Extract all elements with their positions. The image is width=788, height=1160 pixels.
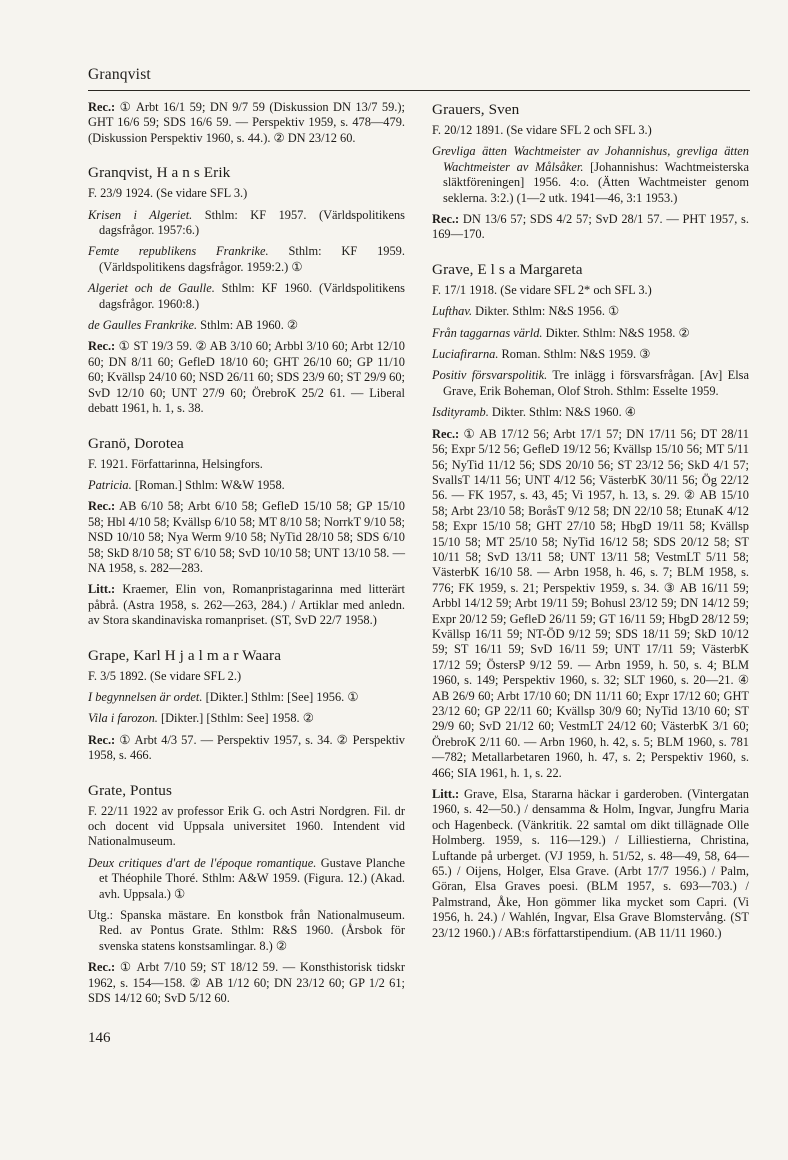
info-paragraph — [432, 283, 749, 298]
para-label: Litt.: — [88, 582, 116, 597]
para-text: Sthlm: AB 1960. ② — [197, 318, 299, 333]
para-text: [Roman.] Sthlm: W&W 1958. — [131, 477, 285, 492]
para-text: ① Arbt 16/1 59; DN 9/7 59 (Diskussion DN 13/7 59.); GHT 16/6 59; SDS 16/6 59. — Perspektiv 1959, s. 478—479. (Diskussion Perspektiv 1960, s. 44.). ② DN 23/12 60. — [88, 100, 405, 145]
work-title: Vila i farozon. — [88, 711, 158, 726]
running-head: Granqvist — [88, 66, 151, 83]
work-paragraph — [88, 281, 405, 312]
para-text: ① ST 19/3 59. ② AB 3/10 60; Arbbl 3/10 60; Arbt 12/10 60; DN 8/11 60; GefleD 18/10 60; GHT 26/10 60; GP 11/10 60; Kvällsp 24/10 60; NSD 26/11 60; SDS 23/9 60; ST 29/9 60; SvD 12/10 60; UNT 27/9 60; ÖrebroK 25/2 61. — Liberal debatt 1961, h. 1, s. 38. — [88, 339, 405, 416]
work-title: Positiv försvarspolitik. — [432, 368, 548, 383]
work-paragraph — [88, 318, 405, 333]
para-label: Rec.: — [432, 426, 460, 441]
para-text: Sthlm: KF 1957. (Världspolitikens dagsfrågor. 1957:6.) — [99, 207, 405, 238]
work-paragraph — [432, 304, 749, 319]
para-text: Kraemer, Elin von, Romanpristagarinna med litterärt påbrå. (Astra 1958, s. 262—263, 284.) / Artiklar med anledn. av Stora skandinaviska romanpriset. (ST, SvD 22/7 1958.) — [88, 582, 405, 628]
para-text: ① AB 17/12 56; Arbt 17/1 57; DN 17/11 56; DT 28/11 56; Expr 5/12 56; GefleD 19/12 56; Kvällsp 15/10 56; MT 5/11 56; NyTid 11/12 56; SDS 20/10 56; ST 23/12 56; SkD 4/1 57; SvallsT 14/11 56; UNT 4/12 56; VästerbK 30/11 56; Ög 22/12 56. — FK 1957, s. 43, 45; Vi 1957, h. 13, s. 29. ② AB 15/10 58; Arbt 23/10 58; BoråsT 9/12 58; DN 22/10 58; EtunaK 4/12 58; Expr 15/10 58; GHT 27/10 58; HbgD 19/11 58; Kvällsp 15/10 58; MT 25/10 58; NyTid 16/12 58; SDS 20/12 58; ST 10/11 58; SvD 13/11 58; UNT 13/11 58; VestmLT 5/11 58; VästerbK 16/10 58. — Arbn 1958, h. 46, s. 7; BLM 1958, s. 776; FK 1959, s. 21; Perspektiv 1959, s. 34. ③ AB 16/11 59; Arbbl 14/12 59; Arbt 19/11 59; Bohusl 23/12 59; DN 14/12 59; Expr 20/12 59; GefleD 26/11 59; GT 16/11 59; HbgD 28/12 59; Kvällsp 16/11 59; NT-ÖD 9/12 59; SDS 18/11 59; SkD 10/12 59; ST 16/11 59; SvD 16/11 59; UNT 17/11 59; VästerbK 17/12 59; ÖstersP 9/12 59. — Arbn 1959, h. 50, s. 4; BLM 1960, s. 149; Perspektiv 1960, s. 32; SLT 1960, s. 20—21. ④ AB 26/9 60; Arbt 17/10 60; DN 11/11 60; Expr 17/12 60; GHT 23/12 60; GP 22/11 60; Kvällsp 30/9 60; NyTid 13/10 60; ST 29/9 60; SvD 21/12 60; VestmLT 24/12 60; VästerbK 3/1 60; ÖrebroK 2/11 60. — Arbn 1960, h. 42, s. 5; BLM 1960, s. 781—782; Metallarbetaren 1960, h. 47, s. 2; Perspektiv 1960, s. 466; SIA 1961, h. 1, s. 22. — [432, 426, 749, 780]
work-paragraph — [432, 347, 749, 362]
entry — [88, 434, 405, 629]
reviews-paragraph — [88, 733, 405, 764]
literature-paragraph — [432, 787, 749, 941]
para-text: Roman. Sthlm: N&S 1959. ③ — [498, 347, 651, 362]
work-title: Isdityramb. — [432, 405, 489, 420]
para-label: Rec.: — [88, 499, 116, 514]
para-text: [Dikter.] [Sthlm: See] 1958. ② — [157, 711, 314, 726]
para-text: Sthlm: KF 1960. (Världspolitikens dagsfrågor. 1960:8.) — [99, 281, 405, 311]
info-paragraph — [88, 457, 405, 472]
para-label: Rec.: — [88, 732, 116, 747]
header-rule — [88, 90, 750, 91]
para-text: ① Arbt 7/10 59; ST 18/12 59. — Konsthistorisk tidskr 1962, s. 154—158. ② AB 1/12 60; DN 23/12 60; GP 1/2 61; SDS 14/12 60; SvD 5/12 60. — [88, 960, 405, 1006]
work-paragraph — [88, 711, 405, 726]
work-paragraph — [88, 244, 405, 275]
para-label: Rec.: — [88, 100, 116, 114]
right-column — [432, 100, 749, 958]
left-column — [88, 100, 405, 1023]
para-text: DN 13/6 57; SDS 4/2 57; SvD 28/1 57. — PHT 1957, s. 169—170. — [432, 212, 749, 242]
literature-paragraph — [88, 582, 405, 628]
work-paragraph — [88, 478, 405, 493]
info-paragraph — [88, 669, 405, 684]
reviews-paragraph — [88, 339, 405, 416]
reviews-paragraph — [88, 499, 405, 576]
entry-heading: Grauers, Sven — [432, 101, 520, 118]
work-title: Lufthav. — [432, 304, 473, 319]
para-text: Sthlm: KF 1959. (Världspolitikens dagsfrågor. 1959:2.) ① — [99, 244, 405, 274]
work-title: Krisen i Algeriet. — [88, 207, 193, 222]
entry-heading: Grate, Pontus — [88, 781, 172, 799]
entry — [88, 646, 405, 764]
work-title: Patricia. — [88, 477, 132, 492]
para-text: Grave, Elsa, Stararna häckar i garderoben. (Vintergatan 1960, s. 42—50.) / densamma & Holm, Ingvar, Jungfru Maria och Hagenbeck. (Vänkritik. 22 samtal om dikt tillägnade Olle Holmberg. 1959, s. 116—129.) / Lilliestierna, Christina, Luftande på urberget. (VJ 1959, h. 51/52, s. 48—49, 58, 64—65.) / Oijens, Holger, Elsa Grave. (Arbt 17/7 1956.) / Palm, Göran, Elsa Graves poesi. (BLM 1957, s. 693—703.) / Palmstrand, Åke, Hon gömmer lika mycket som Capri. (Vi 1956, h. 24.) / Wahlén, Ingvar, Elsa Grave Blomstervång. (ST 23/12 1960.) / AB:s författarstipendium. (AB 11/11 1960.) — [432, 787, 749, 940]
work-paragraph — [88, 856, 405, 902]
para-text: Utg.: Spanska mästare. En konstbok från Nationalmuseum. Red. av Pontus Grate. Sthlm: R&S 1960. (Årsbok för svenska statens konstsamlingar. 8.) ② — [88, 908, 405, 953]
para-text: F. 20/12 1891. (Se vidare SFL 2 och SFL 3.) — [432, 123, 652, 137]
reviews-paragraph — [432, 212, 749, 243]
para-text: F. 22/11 1922 av professor Erik G. och Astri Nordgren. Fil. dr och docent vid Uppsala universitet 1960. Intendent vid Nationalmuseum. — [88, 803, 405, 849]
entry-heading: Granqvist, H a n s Erik — [88, 164, 231, 182]
work-title: Algeriet och de Gaulle. — [88, 281, 215, 296]
page-number: 146 — [88, 1030, 111, 1046]
work-title: Deux critiques d'art de l'époque romantique. — [88, 855, 317, 870]
info-paragraph — [432, 123, 749, 138]
work-title: de Gaulles Frankrike. — [88, 318, 198, 333]
work-paragraph — [88, 690, 405, 705]
para-label: Rec.: — [88, 960, 116, 975]
info-paragraph — [88, 804, 405, 850]
para-text: Dikter. Sthlm: N&S 1958. ② — [542, 325, 690, 340]
entry-heading: Grave, E l s a Margareta — [432, 260, 583, 278]
para-text: [Dikter.] Sthlm: [See] 1956. ① — [202, 689, 359, 704]
entry-heading: Grape, Karl H j a l m a r Waara — [88, 646, 282, 664]
work-title: Från taggarnas värld. — [432, 325, 543, 340]
reviews-paragraph — [88, 960, 405, 1006]
work-title: Luciafirarna. — [432, 347, 499, 362]
work-title: Femte republikens Frankrike. — [88, 244, 269, 259]
para-text: Gustave Planche et Théophile Thoré. Sthlm: A&W 1959. (Figura. 12.) (Akad. avh. Uppsala.) ① — [99, 855, 405, 901]
para-label: Rec.: — [88, 339, 116, 354]
para-text: Dikter. Sthlm: N&S 1960. ④ — [488, 405, 636, 420]
reviews-paragraph — [432, 427, 749, 781]
entry — [432, 260, 749, 941]
para-text: ① Arbt 4/3 57. — Perspektiv 1957, s. 34. ② Perspektiv 1958, s. 466. — [88, 732, 405, 763]
reviews-paragraph — [88, 100, 405, 146]
work-paragraph — [432, 144, 749, 206]
work-title: I begynnelsen är ordet. — [88, 689, 203, 704]
entry — [88, 100, 405, 146]
work-paragraph — [432, 405, 749, 420]
work-title: Grevliga ätten Wachtmeister av Johannishus, grevliga ätten Wachtmeister av Målsåker. — [432, 144, 749, 174]
para-label: Rec.: — [432, 212, 460, 227]
para-text: AB 6/10 58; Arbt 6/10 58; GefleD 15/10 58; GP 15/10 58; Hbl 4/10 58; Kvällsp 6/10 58; MT 8/10 58; NorrkT 9/10 58; NSD 10/10 58; Nya Werm 9/10 58; NyTid 28/10 58; SDS 6/10 58; SkD 8/10 58; ST 6/10 58; SvD 10/10 58; UNT 13/10 58. — NA 1958, s. 282—283. — [88, 499, 405, 575]
para-text: [Johannishus: Wachtmeisterska släktföreningen] 1956. 4:o. (Ätten Wachtmeister genom seklerna. 3:2.) (1—2 utk. 1941—46, 3:1 1953.) — [443, 159, 750, 205]
para-text: F. 23/9 1924. (Se vidare SFL 3.) — [88, 186, 248, 201]
para-text: Dikter. Sthlm: N&S 1956. ① — [472, 304, 620, 319]
info-paragraph — [88, 908, 405, 954]
entry — [88, 781, 405, 1007]
entry — [88, 163, 405, 416]
entry — [432, 100, 749, 243]
para-text: Tre inlägg i försvarsfrågan. [Av] Elsa Grave, Erik Boheman, Olof Stroh. Sthlm: Esselte 1959. — [443, 368, 750, 398]
work-paragraph — [432, 326, 749, 341]
work-paragraph — [88, 208, 405, 239]
work-paragraph — [432, 368, 749, 399]
para-text: F. 17/1 1918. (Se vidare SFL 2* och SFL 3.) — [432, 282, 652, 297]
para-label: Litt.: — [432, 787, 460, 802]
entry-heading: Granö, Dorotea — [88, 434, 184, 452]
info-paragraph — [88, 186, 405, 201]
para-text: F. 1921. Författarinna, Helsingfors. — [88, 456, 263, 471]
para-text: F. 3/5 1892. (Se vidare SFL 2.) — [88, 668, 242, 683]
